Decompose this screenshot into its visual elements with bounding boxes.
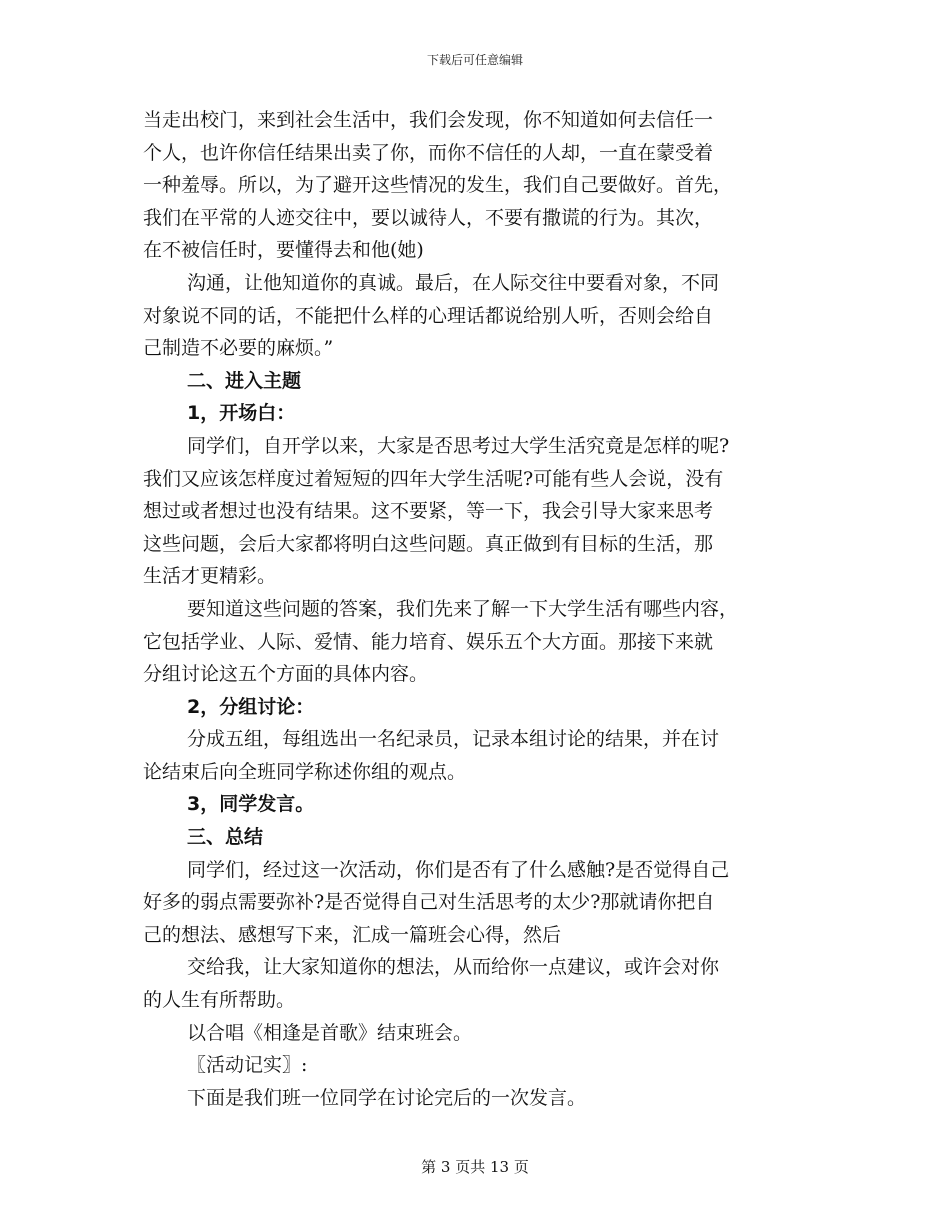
paragraph-line: 生活才更精彩。	[143, 565, 277, 588]
paragraph-line: 以合唱《相逢是首歌》结束班会。	[187, 1021, 473, 1044]
paragraph-line: 个人，也许你信任结果出卖了你，而你不信任的人却，一直在蒙受着	[143, 141, 714, 164]
paragraph-line: 一种羞辱。所以，为了避开这些情况的发生，我们自己要做好。首先，	[143, 174, 733, 197]
paragraph-line: 己的想法、感想写下来，汇成一篇班会心得，然后	[143, 923, 562, 946]
paragraph-line: 〖活动记实〗:	[187, 1054, 308, 1077]
paragraph-line: 当走出校门，来到社会生活中，我们会发现，你不知道如何去信任一	[143, 109, 714, 131]
paragraph-line: 下面是我们班一位同学在讨论完后的一次发言。	[187, 1086, 587, 1109]
subsection-heading: 1，开场白：	[187, 402, 296, 425]
subsection-heading: 3，同学发言。	[187, 793, 315, 816]
paragraph-line: 对象说不同的话，不能把什么样的心理话都说给别人听，否则会给自	[143, 304, 714, 327]
paragraph-line: 这些问题，会后大家都将明白这些问题。真正做到有目标的生活，那	[143, 532, 714, 555]
paragraph-line: 要知道这些问题的答案，我们先来了解一下大学生活有哪些内容，	[187, 597, 739, 620]
paragraph-line: 分成五组，每组选出一名纪录员，记录本组讨论的结果，并在讨	[187, 728, 720, 751]
paragraph-line: 想过或者想过也没有结果。这不要紧，等一下，我会引导大家来思考	[143, 500, 714, 523]
page-header: 下载后可任意编辑	[426, 53, 523, 67]
paragraph-line: 好多的弱点需要弥补?是否觉得自己对生活思考的太少?那就请你把自	[143, 891, 715, 914]
paragraph-line: 论结束后向全班同学称述你组的观点。	[143, 760, 467, 783]
paragraph-line: 我们又应该怎样度过着短短的四年大学生活呢?可能有些人会说，没有	[143, 467, 724, 490]
paragraph-line: 分组讨论这五个方面的具体内容。	[143, 663, 429, 686]
paragraph-line: 己制造不必要的麻烦。”	[143, 337, 334, 360]
paragraph-line: 在不被信任时，要懂得去和他(她)	[143, 239, 424, 262]
paragraph-line: 我们在平常的人迹交往中，要以诚待人，不要有撒谎的行为。其次，	[143, 206, 714, 229]
subsection-heading: 2，分组讨论：	[187, 695, 315, 718]
paragraph-line: 同学们，自开学以来，大家是否思考过大学生活究竟是怎样的呢?	[187, 434, 730, 457]
paragraph-line: 它包括学业、人际、爱情、能力培育、娱乐五个大方面。那接下来就	[143, 630, 714, 653]
document-body	[143, 104, 813, 1114]
section-heading: 三、总结	[187, 826, 264, 849]
paragraph-line: 沟通，让他知道你的真诚。最后，在人际交往中要看对象，不同	[187, 271, 720, 294]
section-heading: 二、进入主题	[187, 369, 302, 392]
paragraph-line: 的人生有所帮助。	[143, 989, 296, 1012]
paragraph-line: 同学们，经过这一次活动，你们是否有了什么感触?是否觉得自己	[187, 858, 730, 881]
paragraph-line: 交给我，让大家知道你的想法，从而给你一点建议，或许会对你	[187, 956, 720, 979]
page-number: 第 3 页共 13 页	[421, 1158, 529, 1176]
